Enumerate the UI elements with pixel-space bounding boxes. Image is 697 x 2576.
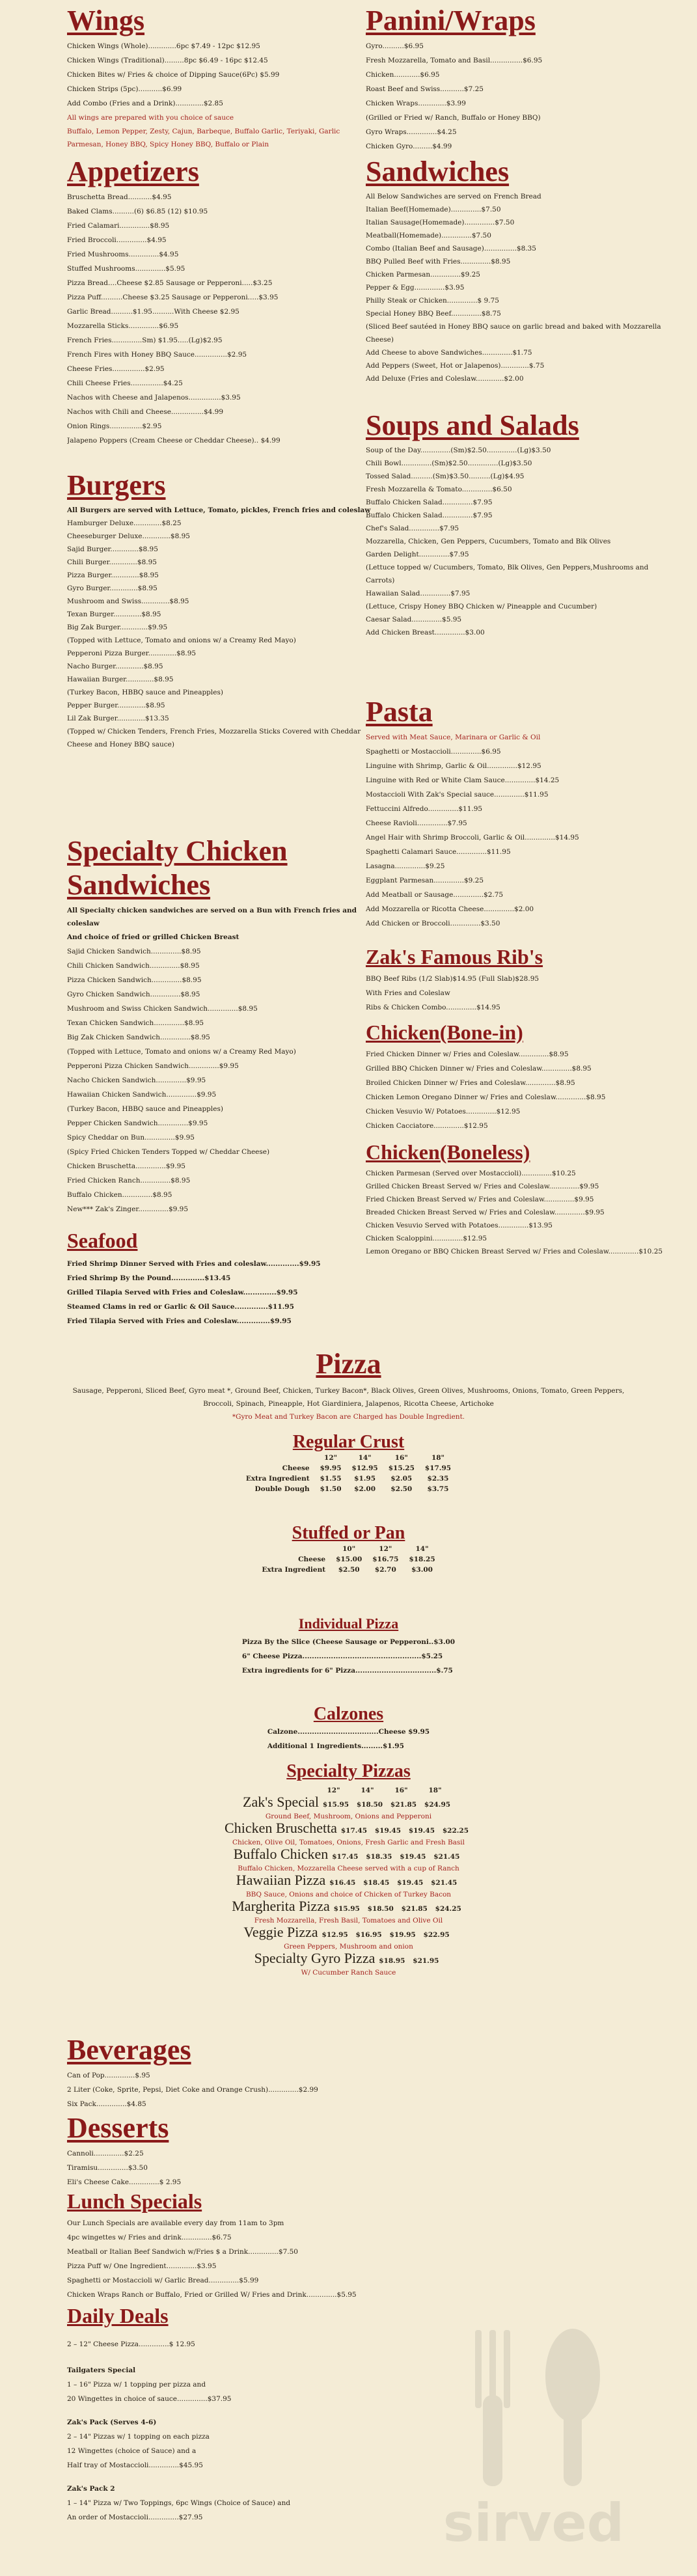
individual-title: Individual Pizza — [298, 1615, 399, 1632]
regular-crust-section — [0, 1432, 697, 1494]
menu-item: Add Mozzarella or Ricotta Cheese..............$2.00 — [366, 905, 534, 914]
menu-item: Chicken Strips (5pc)...........$6.99 — [67, 85, 182, 94]
menu-item: Spicy Cheddar on Bun..............$9.95 — [67, 1133, 195, 1142]
menu-item: Fried Shrimp By the Pound..............$13.45 — [67, 1274, 231, 1282]
soups-section — [366, 410, 672, 639]
menu-item: Italian Beef(Homemade)..............$7.50 — [366, 206, 501, 214]
menu-item: Chicken Parmesan..............$9.25 — [366, 271, 480, 279]
size-header: 18" — [428, 1787, 442, 1794]
menu-item: Chicken Vesuvio Served with Potatoes..............$13.95 — [366, 1221, 553, 1229]
menu-item: Mozzarella Sticks..............$6.95 — [67, 322, 179, 331]
menu-item: Big Zak Chicken Sandwich..............$8.95 — [67, 1033, 210, 1041]
price-cell: $15.25 — [388, 1464, 415, 1472]
menu-item: 4pc wingettes w/ Fries and drink..............$6.75 — [67, 2233, 232, 2241]
menu-item: Chili Chicken Sandwich..............$8.95 — [67, 961, 200, 970]
row-label: Extra Ingredient — [245, 1475, 310, 1483]
price-cell: $2.70 — [374, 1566, 396, 1574]
menu-item: Add Meatball or Sausage..............$2.75 — [366, 891, 504, 899]
size-header: 14" — [415, 1545, 429, 1553]
price-cell: $2.05 — [390, 1475, 413, 1483]
pack1-line: 2 – 14" Pizzas w/ 1 topping on each pizza — [67, 2432, 210, 2441]
pack2-line: An order of Mostaccioli..............$27.95 — [67, 2513, 203, 2521]
pack1-title: Zak's Pack (Serves 4-6) — [67, 2418, 157, 2426]
menu-item: Gyro Burger.............$8.95 — [67, 584, 157, 593]
menu-item: Bruschetta Bread...........$4.95 — [67, 193, 172, 202]
menu-item: 6" Cheese Pizza..................................................$5.25 — [241, 1652, 443, 1660]
menu-item: Hawaiian Chicken Sandwich..............$9.95 — [67, 1090, 217, 1099]
menu-item: Cannoli..............$2.25 — [67, 2150, 144, 2158]
burgers-title: Burgers — [67, 469, 166, 501]
menu-item: Pepper Chicken Sandwich..............$9.95 — [67, 1119, 208, 1127]
menu-item: French Fires with Honey BBQ Sauce...............$2.95 — [67, 351, 247, 359]
pizza-description: Green Peppers, Mushroom and onion — [284, 1943, 413, 1951]
menu-item: Nachos with Cheese and Jalapenos...............$3.95 — [67, 394, 241, 402]
menu-item: Add Cheese to above Sandwiches..............$1.75 — [366, 349, 532, 357]
price-cell: $15.00 — [336, 1555, 362, 1563]
specialty-title-1: Specialty Chicken — [67, 835, 288, 867]
pizza-name: Specialty Gyro Pizza — [254, 1950, 376, 1966]
menu-item: Fried Chicken Dinner w/ Fries and Coleslaw..............$8.95 — [366, 1050, 569, 1058]
specialty-pizzas-title: Specialty Pizzas — [286, 1761, 411, 1781]
menu-item: Stuffed Mushrooms..............$5.95 — [67, 265, 185, 273]
size-header: 12" — [324, 1454, 338, 1462]
stuffed-section — [0, 1523, 697, 1575]
specialty-note: All Specialty chicken sandwiches are served on a Bun with French fries and coleslaw — [67, 906, 357, 927]
menu-item: Our Lunch Specials are available every day from 11am to 3pm — [67, 2219, 284, 2227]
specialty-pizza-row — [0, 1950, 697, 1967]
price-cell: $21.45 — [431, 1879, 458, 1887]
size-header: 18" — [431, 1454, 445, 1462]
specialty-chicken-section — [67, 836, 373, 1216]
menu-item: Steamed Clams in red or Garlic & Oil Sauce..............$11.95 — [67, 1302, 294, 1311]
price-cell: $12.95 — [321, 1931, 348, 1939]
pizza-name: Hawaiian Pizza — [236, 1872, 326, 1888]
daily-item: 2 – 12" Cheese Pizza..............$ 12.95 — [67, 2340, 195, 2348]
pizza-title: Pizza — [316, 1348, 381, 1380]
menu-item: (Lettuce topped w/ Cucumbers, Tomato, Blk Olives, Gen Peppers,Mushrooms and Carrots) — [366, 564, 649, 585]
specialty-note-2: And choice of fried or grilled Chicken Breast — [67, 933, 239, 941]
price-cell: $2.50 — [338, 1566, 360, 1574]
menu-item: Gyro Chicken Sandwich..............$8.95 — [67, 990, 200, 998]
lunch-title: Lunch Specials — [67, 2189, 202, 2213]
price-cell: $18.45 — [363, 1879, 390, 1887]
menu-item: Chicken Parmesan (Served over Mostaccioli)..............$10.25 — [366, 1169, 576, 1177]
menu-item: Pepper Burger.............$8.95 — [67, 702, 165, 710]
menu-item: Six Pack..............$4.85 — [67, 2100, 146, 2109]
pizza-section — [0, 1347, 697, 1423]
size-header: 14" — [358, 1454, 372, 1462]
menu-item: Gyro..........$6.95 — [366, 42, 424, 51]
size-header: 14" — [361, 1787, 374, 1794]
price-cell: $15.95 — [322, 1801, 349, 1809]
ribs-title: Zak's Famous Rib's — [366, 945, 543, 968]
menu-item: Lasagna..............$9.25 — [366, 862, 445, 871]
price-cell: $19.45 — [374, 1827, 402, 1835]
price-cell: $22.95 — [423, 1931, 450, 1939]
boneless-section — [366, 1140, 672, 1258]
menu-item: Meatball(Homemade)..............$7.50 — [366, 232, 491, 240]
menu-item: Nachos with Chili and Cheese...............$4.99 — [67, 408, 224, 417]
specialty-pizza-row — [0, 1926, 697, 1941]
price-cell: $12.95 — [351, 1464, 378, 1472]
menu-item: Fried Shrimp Dinner Served with Fries and coleslaw..............$9.95 — [67, 1259, 321, 1268]
calzones-section — [0, 1704, 697, 1756]
price-cell: $1.55 — [320, 1475, 342, 1483]
sirved-watermark — [410, 2317, 657, 2551]
burgers-section — [67, 470, 373, 751]
regular-crust-table — [241, 1453, 456, 1494]
menu-item: Pizza Bread....Cheese $2.85 Sausage or Pepperoni.....$3.25 — [67, 279, 273, 288]
menu-item: Nacho Chicken Sandwich..............$9.95 — [67, 1076, 206, 1084]
price-cell: $19.45 — [400, 1853, 426, 1861]
menu-item: Can of Pop..............$.95 — [67, 2072, 150, 2080]
menu-item: Mushroom and Swiss.............$8.95 — [67, 597, 189, 606]
menu-item: Fried Calamari..............$8.95 — [67, 222, 170, 230]
menu-item: French Fries..............Sm) $1.95.....(Lg)$2.95 — [67, 336, 223, 345]
appetizers-title: Appetizers — [67, 156, 199, 187]
appetizers-section — [67, 156, 373, 448]
price-cell: $16.95 — [355, 1931, 382, 1939]
menu-item: Cheeseburger Deluxe.............$8.95 — [67, 532, 190, 541]
menu-item: Fresh Mozzarella, Tomato and Basil...............$6.95 — [366, 57, 543, 65]
menu-item: Buffalo Chicken..............$8.95 — [67, 1190, 172, 1199]
menu-item: Ribs & Chicken Combo..............$14.95 — [366, 1003, 500, 1011]
pizza-toppings-note: *Gyro Meat and Turkey Bacon are Charged has Double Ingredient. — [232, 1413, 465, 1421]
menu-item: Chili Cheese Fries...............$4.25 — [67, 379, 183, 388]
desserts-title: Desserts — [67, 2112, 169, 2144]
menu-item: Caesar Salad..............$5.95 — [366, 616, 462, 624]
menu-item: Calzone..................................Cheese $9.95 — [267, 1728, 430, 1736]
menu-item: Cheese Ravioli..............$7.95 — [366, 819, 467, 828]
menu-item: Onion Rings...............$2.95 — [67, 422, 162, 431]
menu-item: All Below Sandwiches are served on French Bread — [366, 193, 541, 201]
row-label: Double Dough — [254, 1485, 310, 1493]
pizza-description: Ground Beef, Mushroom, Onions and Pepperoni — [265, 1813, 432, 1820]
pizza-name: Chicken Bruschetta — [225, 1820, 337, 1836]
price-cell: $18.95 — [379, 1957, 405, 1965]
menu-item: (Sliced Beef sautéed in Honey BBQ sauce on garlic bread and baked with Mozzarella Cheese) — [366, 323, 661, 344]
specialty-pizza-row — [0, 1874, 697, 1889]
menu-item: Buffalo Chicken Salad..............$7.95 — [366, 512, 493, 520]
menu-item: Lil Zak Burger.............$13.35 — [67, 715, 169, 723]
pasta-section — [366, 696, 672, 931]
wings-section — [67, 5, 373, 151]
menu-item: Breaded Chicken Breast Served w/ Fries and Coleslaw..............$9.95 — [366, 1208, 605, 1216]
menu-item: Pepper & Egg..............$3.95 — [366, 284, 465, 292]
price-cell: $17.45 — [332, 1853, 359, 1861]
price-cell: $15.95 — [333, 1905, 360, 1913]
menu-item: Pepperoni Pizza Burger.............$8.95 — [67, 650, 197, 658]
menu-item: Linguine with Shrimp, Garlic & Oil..............$12.95 — [366, 762, 541, 771]
menu-item: Chef's Salad..............$7.95 — [366, 525, 459, 533]
menu-item: Angel Hair with Shrimp Broccoli, Garlic & Oil..............$14.95 — [366, 834, 579, 842]
price-cell: $19.95 — [389, 1931, 416, 1939]
menu-item: Mozzarella, Chicken, Gen Peppers, Cucumbers, Tomato and Blk Olives — [366, 538, 611, 546]
menu-item: Fried Broccoli..............$4.95 — [67, 236, 167, 245]
pack2-title: Zak's Pack 2 — [67, 2484, 115, 2493]
menu-item: Pizza Burger.............$8.95 — [67, 571, 159, 580]
menu-item: Spaghetti or Mostaccioli..............$6.95 — [366, 748, 501, 756]
menu-item: Pepperoni Pizza Chicken Sandwich..............$9.95 — [67, 1062, 239, 1070]
menu-item: Jalapeno Poppers (Cream Cheese or Cheddar Cheese).. $4.99 — [67, 437, 280, 445]
menu-item: Fresh Mozzarella & Tomato..............$6.50 — [366, 486, 512, 494]
menu-item: Chicken Wings (Whole).............6pc $7.49 - 12pc $12.95 — [67, 42, 260, 51]
pasta-title: Pasta — [366, 696, 433, 728]
menu-item: Add Combo (Fries and a Drink).............$2.85 — [67, 100, 223, 108]
menu-item: Soup of the Day..............(Sm)$2.50..............(Lg)$3.50 — [366, 446, 551, 455]
stuffed-table — [256, 1544, 440, 1575]
menu-item: Garlic Bread..........$1.95..........With Cheese $2.95 — [67, 308, 239, 316]
menu-item: (Turkey Bacon, HBBQ sauce and Pineapples) — [67, 689, 223, 697]
menu-item: Chicken............$6.95 — [366, 71, 440, 79]
menu-item: Garden Delight..............$7.95 — [366, 551, 469, 559]
specialty-pizza-row — [0, 1822, 697, 1837]
wings-note: All wings are prepared with you choice of sauce — [67, 114, 234, 122]
menu-item: Chicken Lemon Oregano Dinner w/ Fries and Coleslaw..............$8.95 — [366, 1093, 606, 1101]
pizza-description: Buffalo Chicken, Mozzarella Cheese served with a cup of Ranch — [238, 1865, 459, 1872]
burgers-note: All Burgers are served with Lettuce, Tomato, pickles, French fries and coleslaw — [67, 506, 371, 515]
menu-item: Chicken Vesuvio W/ Potatoes..............$12.95 — [366, 1107, 521, 1116]
menu-item: Fried Mushrooms..............$4.95 — [67, 251, 179, 259]
menu-item: (Topped w/ Chicken Tenders, French Fries, Mozzarella Sticks Covered with Cheddar Cheese and Honey BBQ sauce) — [67, 728, 361, 749]
price-cell: $21.85 — [401, 1905, 428, 1913]
price-cell: $16.45 — [329, 1879, 356, 1887]
menu-item: Add Deluxe (Fries and Coleslaw.............$2.00 — [366, 375, 524, 383]
menu-item: Mushroom and Swiss Chicken Sandwich..............$8.95 — [67, 1004, 258, 1013]
menu-item: New*** Zak's Zinger..............$9.95 — [67, 1205, 189, 1213]
calzones-title: Calzones — [313, 1704, 384, 1724]
ribs-section — [366, 945, 672, 1015]
menu-item: (Lettuce, Crispy Honey BBQ Chicken w/ Pineapple and Cucumber) — [366, 603, 597, 611]
price-cell: $18.50 — [356, 1801, 383, 1809]
row-label: Cheese — [282, 1464, 310, 1472]
menu-item: Grilled Tilapia Served with Fries and Coleslaw..............$9.95 — [67, 1288, 298, 1296]
menu-item: Fried Chicken Ranch..............$8.95 — [67, 1176, 191, 1185]
menu-item: Chicken Wraps Ranch or Buffalo, Fried or Grilled W/ Fries and Drink..............$5.95 — [67, 2290, 357, 2299]
menu-item: (Spicy Fried Chicken Tenders Topped w/ Cheddar Cheese) — [67, 1147, 270, 1156]
menu-item: Mostaccioli With Zak's Special sauce..............$11.95 — [366, 791, 549, 799]
menu-item: Broiled Chicken Dinner w/ Fries and Coleslaw..............$8.95 — [366, 1078, 575, 1087]
price-cell: $1.50 — [320, 1485, 342, 1493]
menu-item: Extra ingredients for 6" Pizza..................................$.75 — [241, 1667, 453, 1675]
price-cell: $3.75 — [427, 1485, 449, 1493]
seafood-title: Seafood — [67, 1229, 138, 1252]
menu-item: (Grilled or Fried w/ Ranch, Buffalo or Honey BBQ) — [366, 114, 541, 122]
price-cell: $1.95 — [354, 1475, 376, 1483]
pizza-description: BBQ Sauce, Onions and choice of Chicken of Turkey Bacon — [245, 1891, 452, 1898]
price-cell: $19.45 — [408, 1827, 435, 1835]
beverages-title: Beverages — [67, 2034, 191, 2066]
pizza-name: Zak's Special — [243, 1794, 319, 1810]
regular-crust-title: Regular Crust — [292, 1432, 405, 1452]
desserts-section — [67, 2113, 523, 2189]
price-cell: $21.45 — [433, 1853, 460, 1861]
lunch-section — [67, 2189, 523, 2302]
watermark-text: sirved — [443, 2493, 625, 2553]
menu-item: (Topped with Lettuce, Tomato and onions w/ a Creamy Red Mayo) — [67, 637, 296, 645]
menu-item: Baked Clams..........(6) $6.85 (12) $10.95 — [67, 208, 208, 216]
pizza-name: Veggie Pizza — [243, 1924, 318, 1940]
size-header: 16" — [394, 1787, 408, 1794]
price-cell: $24.25 — [435, 1905, 461, 1913]
size-header: 12" — [327, 1787, 340, 1794]
menu-item: (Topped with Lettuce, Tomato and onions w/ a Creamy Red Mayo) — [67, 1047, 296, 1056]
price-cell: $16.75 — [372, 1555, 399, 1563]
price-cell: $21.95 — [413, 1957, 439, 1965]
pack2-line: 1 – 14" Pizza w/ Two Toppings, 6pc Wings (Choice of Sauce) and — [67, 2499, 291, 2507]
pizza-name: Buffalo Chicken — [233, 1846, 329, 1862]
specialty-pizza-row — [0, 1848, 697, 1863]
specialty-pizza-row — [0, 1796, 697, 1811]
pizza-name: Margherita Pizza — [232, 1898, 330, 1914]
menu-item: Philly Steak or Chicken..............$ 9.75 — [366, 297, 499, 305]
soups-title: Soups and Salads — [366, 409, 579, 441]
menu-item: Chicken Wings (Traditional).........8pc $6.49 - 16pc $12.45 — [67, 57, 268, 65]
size-header: 16" — [394, 1454, 408, 1462]
menu-item: Texan Burger.............$8.95 — [67, 610, 161, 619]
price-cell: $18.50 — [367, 1905, 394, 1913]
panini-title: Panini/Wraps — [366, 5, 536, 36]
menu-item: Pizza Puff w/ One Ingredient..............$3.95 — [67, 2262, 217, 2270]
price-cell: $17.45 — [340, 1827, 368, 1835]
menu-item: Add Peppers (Sweet, Hot or Jalapenos).............$.75 — [366, 362, 545, 370]
menu-item: Pizza Chicken Sandwich..............$8.95 — [67, 976, 202, 984]
tailgaters-line: 1 – 16" Pizza w/ 1 topping per pizza and — [67, 2380, 206, 2389]
sandwiches-title: Sandwiches — [366, 156, 510, 187]
price-cell: $19.45 — [397, 1879, 424, 1887]
price-cell: $21.85 — [390, 1801, 417, 1809]
menu-item: Chicken Wraps.............$3.99 — [366, 100, 466, 108]
menu-item: Tiramisu..............$3.50 — [67, 2164, 148, 2172]
menu-item: Grilled BBQ Chicken Dinner w/ Fries and Coleslaw..............$8.95 — [366, 1064, 592, 1073]
tailgaters-line: 20 Wingettes in choice of sauce..............$37.95 — [67, 2394, 232, 2403]
menu-item: 2 Liter (Coke, Sprite, Pepsi, Diet Coke and Orange Crush)..............$2.99 — [67, 2086, 318, 2094]
pizza-description: Fresh Mozzarella, Fresh Basil, Tomatoes and Olive Oil — [254, 1917, 443, 1925]
menu-item: Roast Beef and Swiss...........$7.25 — [366, 85, 484, 94]
menu-item: (Turkey Bacon, HBBQ sauce and Pineapples) — [67, 1104, 223, 1113]
price-cell: $9.95 — [320, 1464, 342, 1472]
menu-item: Fettuccini Alfredo..............$11.95 — [366, 805, 483, 814]
panini-section — [366, 5, 672, 154]
menu-item: Linguine with Red or White Clam Sauce..............$14.25 — [366, 776, 560, 785]
menu-item: Meatball or Italian Beef Sandwich w/Fries $ a Drink..............$7.50 — [67, 2247, 298, 2256]
price-cell: $3.00 — [411, 1566, 433, 1574]
menu-item: Add Chicken Breast..............$3.00 — [366, 629, 485, 637]
wings-sauces: Buffalo, Lemon Pepper, Zesty, Cajun, Barbeque, Buffalo Garlic, Teriyaki, Garlic Parmesan, Honey BBQ, Spicy Honey BBQ, Buffalo or Plain — [67, 128, 340, 149]
specialty-pizza-row — [0, 1900, 697, 1915]
price-cell: $22.25 — [442, 1827, 469, 1835]
menu-item: Chicken Bites w/ Fries & choice of Dipping Sauce(6Pc) $5.99 — [67, 71, 280, 79]
menu-item: Chicken Gyro.........$4.99 — [366, 143, 452, 151]
menu-item: Big Zak Burger.............$9.95 — [67, 623, 168, 632]
size-header: 10" — [342, 1545, 356, 1553]
menu-item: Buffalo Chicken Salad..............$7.95 — [366, 499, 493, 507]
menu-item: BBQ Beef Ribs (1/2 Slab)$14.95 (Full Slab)$28.95 — [366, 974, 540, 983]
menu-item: Combo (Italian Beef and Sausage)...............$8.35 — [366, 245, 536, 253]
menu-item: Tossed Salad..........(Sm)$3.50..........(Lg)$4.95 — [366, 473, 525, 481]
menu-item: Hawaiian Burger.............$8.95 — [67, 676, 174, 684]
menu-item: Cheese Fries...............$2.95 — [67, 365, 165, 374]
menu-item: Eli's Cheese Cake..............$ 2.95 — [67, 2178, 182, 2187]
menu-item: Hamburger Deluxe.............$8.25 — [67, 519, 182, 528]
price-cell: $17.95 — [424, 1464, 452, 1472]
menu-item: Fried Tilapia Served with Fries and Coleslaw..............$9.95 — [67, 1317, 292, 1325]
menu-item: Grilled Chicken Breast Served w/ Fries and Coleslaw..............$9.95 — [366, 1182, 599, 1190]
beverages-section — [67, 2035, 523, 2111]
menu-item: Lemon Oregano or BBQ Chicken Breast Served w/ Fries and Coleslaw..............$10.25 — [366, 1247, 663, 1255]
menu-item: Nacho Burger.............$8.95 — [67, 663, 163, 671]
sandwiches-section — [366, 156, 672, 385]
size-header: 12" — [379, 1545, 392, 1553]
pizza-description: W/ Cucumber Ranch Sauce — [301, 1969, 396, 1977]
price-cell: $2.50 — [390, 1485, 413, 1493]
menu-item: Add Chicken or Broccoli..............$3.50 — [366, 920, 500, 928]
menu-item: Hawaiian Salad..............$7.95 — [366, 590, 471, 598]
row-label: Cheese — [298, 1555, 326, 1563]
specialty-title-2: Sandwiches — [67, 869, 211, 901]
pack1-line: Half tray of Mostaccioli..............$45.95 — [67, 2461, 203, 2469]
price-cell: $18.25 — [409, 1555, 435, 1563]
price-cell: $24.95 — [424, 1801, 451, 1809]
menu-item: Fried Chicken Breast Served w/ Fries and Coleslaw..............$9.95 — [366, 1195, 594, 1203]
menu-item: Chicken Bruschetta..............$9.95 — [67, 1162, 185, 1170]
pasta-note: Served with Meat Sauce, Marinara or Garlic & Oil — [366, 733, 541, 742]
menu-item: Additional 1 Ingredients.........$1.95 — [267, 1742, 404, 1750]
menu-item: Spaghetti or Mostaccioli w/ Garlic Bread..............$5.99 — [67, 2276, 259, 2284]
row-label: Extra Ingredient — [262, 1566, 326, 1574]
bone-in-section — [366, 1021, 672, 1133]
daily-title: Daily Deals — [67, 2304, 169, 2327]
menu-item: Special Honey BBQ Beef..............$8.75 — [366, 310, 501, 318]
menu-item: Pizza Puff..........Cheese $3.25 Sausage or Pepperoni.....$3.95 — [67, 294, 279, 302]
specialty-pizzas-section — [0, 1761, 697, 1979]
tailgaters-title: Tailgaters Special — [67, 2366, 136, 2374]
wings-title: Wings — [67, 5, 145, 36]
menu-item: With Fries and Coleslaw — [366, 989, 450, 997]
menu-item: Texan Chicken Sandwich..............$8.95 — [67, 1019, 204, 1027]
menu-item: Gyro Wraps..............$4.25 — [366, 128, 457, 137]
menu-item: Chili Burger.............$8.95 — [67, 558, 157, 567]
pizza-toppings: Sausage, Pepperoni, Sliced Beef, Gyro meat *, Ground Beef, Chicken, Turkey Bacon*, Black Olives, Green Olives, Mushrooms, Onions, Tomato, Green Peppers, Broccoli, Spinach, Pineapple, Hot Giardiniera, Jalapenos, Ricotta Cheese, Artichoke — [72, 1387, 625, 1408]
price-cell: $18.35 — [366, 1853, 392, 1861]
stuffed-title: Stuffed or Pan — [292, 1523, 405, 1543]
menu-item: Sajid Burger.............$8.95 — [67, 545, 158, 554]
menu-item: Chicken Cacciatore..............$12.95 — [366, 1121, 488, 1130]
pack1-line: 12 Wingettes (choice of Sauce) and a — [67, 2446, 197, 2455]
menu-item: Italian Sausage(Homemade)..............$7.50 — [366, 219, 515, 227]
menu-item: BBQ Pulled Beef with Fries..............$8.95 — [366, 258, 511, 266]
menu-item: Chili Bowl..............(Sm)$2.50..............(Lg)$3.50 — [366, 459, 532, 468]
price-cell: $2.35 — [427, 1475, 449, 1483]
menu-item: Sajid Chicken Sandwich..............$8.95 — [67, 947, 201, 955]
pizza-description: Chicken, Olive Oil, Tomatoes, Onions, Fresh Garlic and Fresh Basil — [232, 1839, 465, 1846]
menu-item: Eggplant Parmesan..............$9.25 — [366, 877, 484, 885]
price-cell: $2.00 — [354, 1485, 376, 1493]
individual-section — [0, 1615, 697, 1680]
seafood-section — [67, 1229, 373, 1328]
menu-item: Spaghetti Calamari Sauce..............$11.95 — [366, 848, 511, 856]
boneless-title: Chicken(Boneless) — [366, 1140, 530, 1164]
bone-in-title: Chicken(Bone-in) — [366, 1021, 523, 1044]
menu-item: Chicken Scaloppini..............$12.95 — [366, 1234, 487, 1242]
menu-item: Pizza By the Slice (Cheese Sausage or Pepperoni..$3.00 — [241, 1638, 456, 1646]
